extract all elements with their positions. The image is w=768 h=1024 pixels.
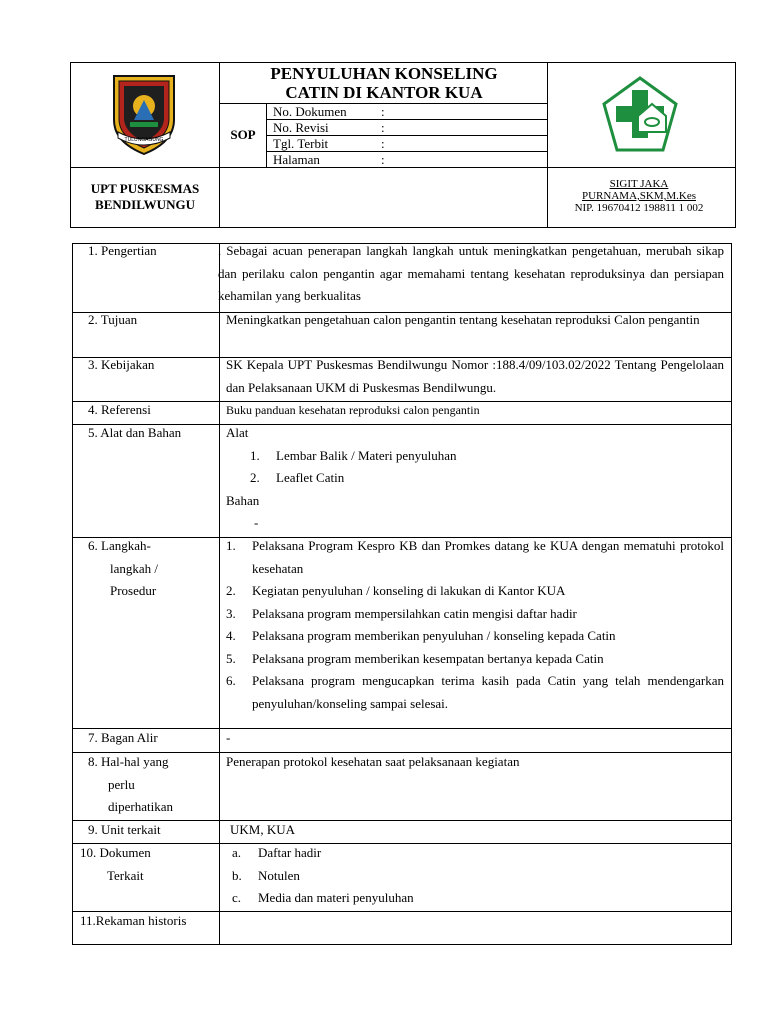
list-item: 2. Kegiatan penyuluhan / konseling di lakukan di Kantor KUA	[226, 583, 566, 598]
document-title	[221, 64, 547, 102]
list-item: a. Daftar hadir	[232, 845, 322, 860]
list-item: 1. Pelaksana Program Kespro KB dan Promkes datang ke KUA dengan mematuhi protokol kesehatan	[226, 538, 724, 576]
label-hal-hal: 8. Hal-hal yang perlu diperhatikan	[88, 754, 173, 814]
svg-text:TULUNGAGUNG: TULUNGAGUNG	[124, 137, 164, 143]
list-item: 6. Pelaksana program mengucapkan terima kasih pada Catin yang telah mendengarkan penyuluhan/konseling sampai selesai.	[226, 673, 724, 711]
title-line-1: PENYULUHAN KONSELING	[270, 64, 498, 83]
list-item: 4. Pelaksana program memberikan penyuluhan / konseling kepada Catin	[226, 628, 616, 643]
label-kebijakan: 3. Kebijakan	[88, 357, 155, 372]
content-hal-hal: Penerapan protokol kesehatan saat pelaksanaan kegiatan	[226, 754, 520, 769]
label-pengertian: 1. Pengertian	[88, 243, 157, 258]
content-referensi: Buku panduan kesehatan reproduksi calon pengantin	[226, 403, 480, 417]
field-no-dokumen: No. Dokumen :	[273, 104, 385, 119]
label-unit-terkait: 9. Unit terkait	[88, 822, 161, 837]
content-bagan-alir: -	[226, 730, 231, 745]
label-alat-bahan: 5. Alat dan Bahan	[88, 425, 182, 440]
list-item: 5. Pelaksana program memberikan kesempatan bertanya kepada Catin	[226, 650, 604, 666]
title-line-2: CATIN DI KANTOR KUA	[285, 83, 483, 102]
field-tgl-terbit: Tgl. Terbit :	[273, 136, 385, 151]
field-no-revisi: No. Revisi :	[273, 120, 385, 135]
signer-block	[548, 178, 730, 214]
signer-nip: NIP. 19670412 198811 1 002	[574, 202, 704, 214]
signer-name-line-2: PURNAMA,SKM,M.Kes	[582, 190, 696, 202]
alat-heading: Alat	[226, 425, 249, 440]
organization-name: UPT PUSKESMAS BENDILWUNGU	[90, 181, 200, 212]
list-item: c. Media dan materi penyuluhan	[232, 890, 414, 905]
field-halaman: Halaman :	[273, 152, 385, 167]
label-dokumen-terkait: 10. Dokumen Terkait	[80, 845, 151, 883]
list-item: 2. Leaflet Catin	[250, 470, 345, 485]
content-alat-bahan	[226, 422, 724, 535]
signer-name-line-1: SIGIT JAKA	[609, 178, 669, 190]
label-rekaman-historis: 11.Rekaman historis	[80, 913, 187, 928]
content-tujuan: Meningkatkan pengetahuan calon pengantin tentang kesehatan reproduksi Calon pengantin	[226, 312, 700, 327]
content-dokumen-terkait	[232, 842, 730, 910]
list-item: b. Notulen	[232, 867, 300, 883]
label-bagan-alir: 7. Bagan Alir	[88, 730, 158, 745]
list-item: 3. Pelaksana program mempersilahkan catin mengisi daftar hadir	[226, 605, 577, 621]
label-referensi: 4. Referensi	[88, 402, 151, 417]
bahan-heading: Bahan	[226, 492, 260, 508]
label-tujuan: 2. Tujuan	[88, 312, 138, 327]
list-item: 1. Lembar Balik / Materi penyuluhan	[250, 447, 457, 463]
regency-crest-logo	[108, 72, 180, 156]
bahan-item: -	[254, 515, 259, 530]
content-unit-terkait: UKM, KUA	[230, 822, 295, 837]
content-prosedur	[226, 535, 724, 715]
label-prosedur: 6. Langkah- langkah / Prosedur	[88, 538, 159, 598]
puskesmas-logo	[600, 76, 680, 154]
sop-label: SOP	[230, 127, 256, 142]
content-pengertian: . Sebagai acuan penerapan langkah langkah untuk meningkatkan pengetahuan, merubah sikap dan perilaku calon pengantin agar memahami tentang kesehatan reproduksinya dan persiapan kehamilan yang berkualitas	[218, 243, 724, 303]
content-kebijakan: SK Kepala UPT Puskesmas Bendilwungu Nomor :188.4/09/103.02/2022 Tentang Pengelolaan dan Pelaksanaan UKM di Puskesmas Bendilwungu.	[226, 357, 724, 395]
